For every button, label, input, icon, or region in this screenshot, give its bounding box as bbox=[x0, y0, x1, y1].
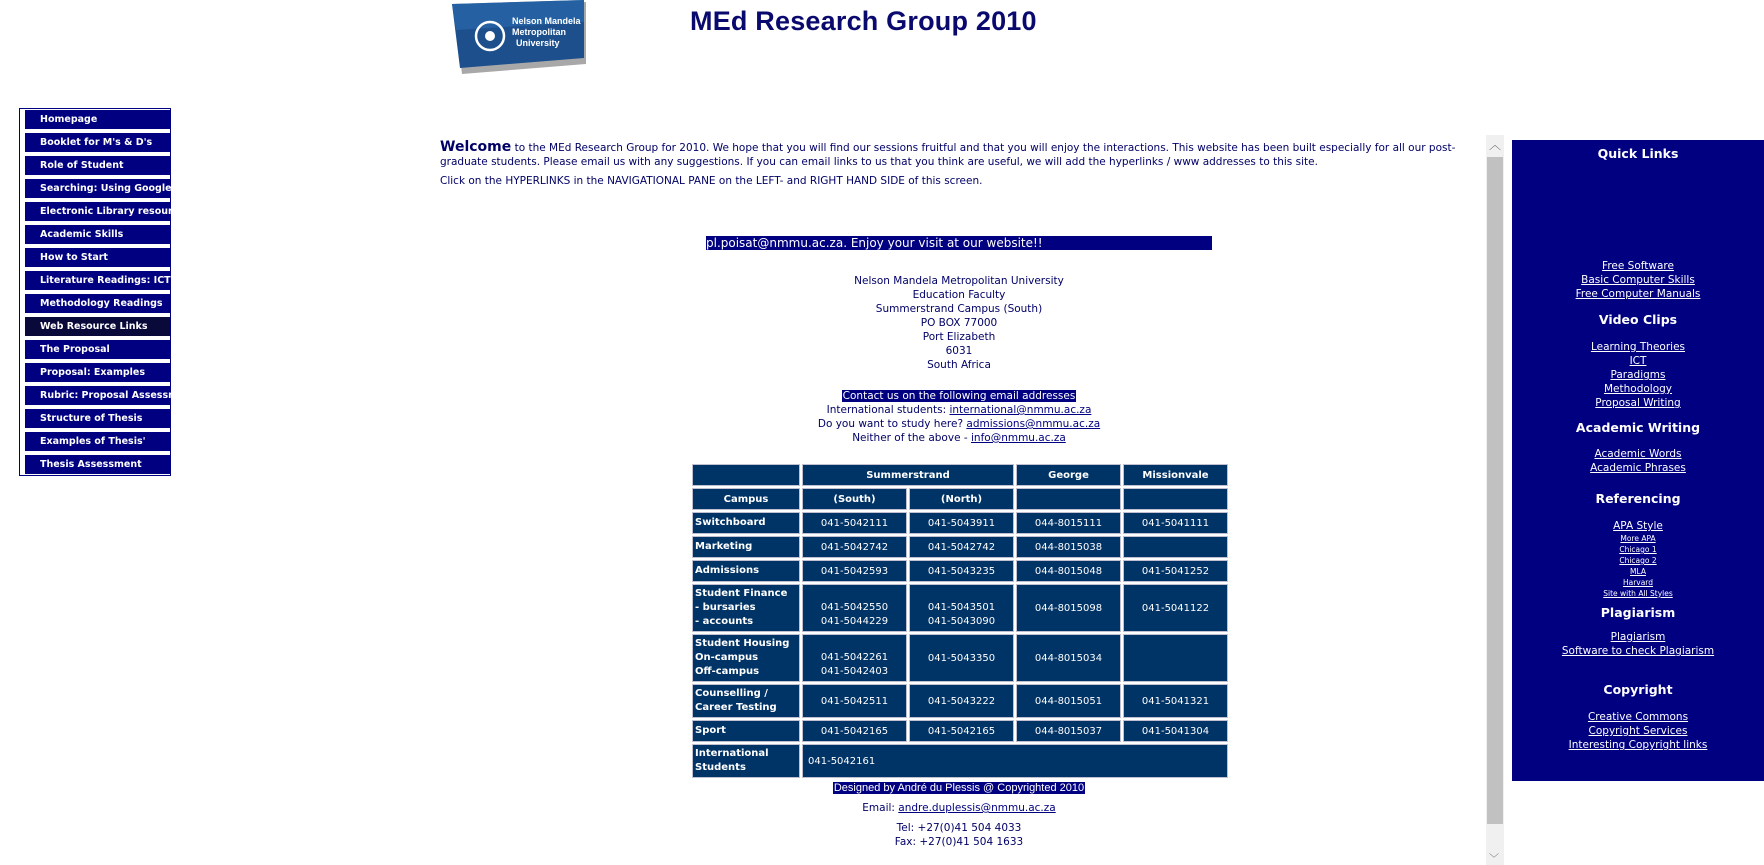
right-navigation-pane bbox=[1512, 140, 1764, 781]
copyright-heading: Copyright bbox=[1603, 682, 1673, 697]
link-plagiarism[interactable]: Plagiarism bbox=[1610, 631, 1666, 643]
table-cell: 041-5041304 bbox=[1123, 720, 1228, 742]
content-scrollbar[interactable] bbox=[1486, 135, 1504, 865]
address-line: Port Elizabeth bbox=[922, 331, 996, 343]
table-cell: 044-8015037 bbox=[1016, 720, 1121, 742]
nav-item-structure-thesis[interactable]: Structure of Thesis bbox=[23, 409, 170, 428]
table-cell: 041-5042593 bbox=[802, 560, 907, 582]
table-row bbox=[692, 536, 1228, 558]
logo-text-2: Metropolitan bbox=[512, 27, 566, 37]
link-creative-commons[interactable]: Creative Commons bbox=[1587, 711, 1689, 723]
table-row bbox=[692, 512, 1228, 534]
nav-item-web-resource-links[interactable]: Web Resource Links bbox=[23, 317, 170, 336]
video-clips-heading: Video Clips bbox=[1598, 312, 1678, 327]
table-cell: 044-8015111 bbox=[1016, 512, 1121, 534]
link-paradigms[interactable]: Paradigms bbox=[1610, 369, 1666, 381]
table-cell bbox=[802, 584, 907, 632]
footer-tel: Tel: +27(0)41 504 4033 bbox=[896, 822, 1022, 834]
admissions-email-link[interactable]: admissions@nmmu.ac.za bbox=[966, 418, 1101, 430]
row-label bbox=[692, 684, 800, 718]
academic-writing-heading: Academic Writing bbox=[1575, 420, 1701, 435]
table-header-cell bbox=[1123, 488, 1228, 510]
logo-text-1: Nelson Mandela bbox=[512, 16, 581, 26]
table-row bbox=[692, 560, 1228, 582]
table-cell: 041-5041111 bbox=[1123, 512, 1228, 534]
table-cell bbox=[802, 634, 907, 682]
link-copyright-services[interactable]: Copyright Services bbox=[1588, 725, 1688, 737]
university-logo bbox=[450, 2, 586, 74]
link-more-apa[interactable]: More APA bbox=[1620, 534, 1656, 543]
table-cell: 041-5042111 bbox=[802, 512, 907, 534]
nav-item-role-of-student[interactable]: Role of Student bbox=[23, 156, 170, 175]
row-label-line: Counselling / bbox=[695, 688, 768, 699]
nav-item-how-to-start[interactable]: How to Start bbox=[23, 248, 170, 267]
row-label: Sport bbox=[692, 720, 800, 742]
table-cell: 041-5043911 bbox=[909, 512, 1014, 534]
link-chicago-1[interactable]: Chicago 1 bbox=[1619, 545, 1657, 554]
table-header-cell: (South) bbox=[802, 488, 907, 510]
welcome-section bbox=[440, 138, 1485, 187]
table-cell: 041-5042165 bbox=[909, 720, 1014, 742]
link-learning-theories[interactable]: Learning Theories bbox=[1590, 341, 1686, 353]
link-ict[interactable]: ICT bbox=[1629, 355, 1647, 367]
study-label: Do you want to study here? bbox=[817, 418, 967, 430]
nav-item-literature-ict[interactable]: Literature Readings: ICT bbox=[23, 271, 170, 290]
row-label: International Students bbox=[692, 744, 800, 778]
table-header-cell: Summerstrand bbox=[802, 464, 1014, 486]
table-cell: 041-5042161 bbox=[802, 744, 1228, 778]
table-cell: 044-8015038 bbox=[1016, 536, 1121, 558]
address-line: 6031 bbox=[945, 345, 973, 357]
campus-contact-table bbox=[690, 462, 1230, 780]
table-row bbox=[692, 684, 1228, 718]
link-proposal-writing[interactable]: Proposal Writing bbox=[1595, 397, 1681, 409]
table-cell: 041-5043222 bbox=[909, 684, 1014, 718]
link-academic-words[interactable]: Academic Words bbox=[1594, 448, 1682, 460]
row-label: Switchboard bbox=[692, 512, 800, 534]
table-header-cell bbox=[1016, 488, 1121, 510]
table-header-row bbox=[692, 488, 1228, 510]
intl-email-link[interactable]: international@nmmu.ac.za bbox=[949, 404, 1092, 416]
link-copyright-links[interactable]: Interesting Copyright links bbox=[1568, 739, 1708, 751]
row-label: Admissions bbox=[692, 560, 800, 582]
table-cell: 041-5041122 bbox=[1123, 584, 1228, 632]
footer-email-label: Email: bbox=[862, 802, 899, 814]
referencing-heading: Referencing bbox=[1595, 491, 1681, 506]
nav-item-electronic-library[interactable]: Electronic Library resources bbox=[23, 202, 170, 221]
page-title: MEd Research Group 2010 bbox=[690, 6, 1037, 36]
nav-item-academic-skills[interactable]: Academic Skills bbox=[23, 225, 170, 244]
contact-heading: Contact us on the following email addresses bbox=[842, 390, 1076, 402]
table-cell: 044-8015034 bbox=[1016, 634, 1121, 682]
footer-email-link[interactable]: andre.duplessis@nmmu.ac.za bbox=[898, 802, 1056, 814]
table-cell bbox=[1123, 634, 1228, 682]
address-line: South Africa bbox=[927, 359, 991, 371]
phone-line: 041-5043501 bbox=[927, 602, 996, 613]
link-harvard[interactable]: Harvard bbox=[1622, 578, 1654, 587]
table-cell bbox=[909, 584, 1014, 632]
row-label-line: Student Housing bbox=[695, 638, 790, 649]
navigation-instruction: Click on the HYPERLINKS in the NAVIGATIONAL PANE on the LEFT- and RIGHT HAND SIDE of this screen. bbox=[440, 175, 983, 187]
scrolling-marquee: pl.poisat@nmmu.ac.za. Enjoy your visit at our website!! bbox=[706, 236, 1212, 250]
address-line: Summerstrand Campus (South) bbox=[875, 303, 1043, 315]
table-cell: 041-5041252 bbox=[1123, 560, 1228, 582]
row-label: Marketing bbox=[692, 536, 800, 558]
nav-item-homepage[interactable]: Homepage bbox=[23, 110, 170, 129]
link-all-styles[interactable]: Site with All Styles bbox=[1603, 589, 1673, 598]
link-apa-style[interactable]: APA Style bbox=[1613, 520, 1663, 532]
scrollbar-thumb[interactable] bbox=[1487, 157, 1503, 824]
footer-fax: Fax: +27(0)41 504 1633 bbox=[894, 836, 1024, 848]
table-header-cell bbox=[692, 464, 800, 486]
phone-line: 041-5042403 bbox=[820, 666, 889, 677]
designed-by-credit: Designed by André du Plessis @ Copyrighted 2010 bbox=[833, 782, 1085, 794]
intl-students-label: International students: bbox=[826, 404, 950, 416]
row-label-line: - bursaries bbox=[695, 602, 756, 613]
table-row bbox=[692, 744, 1228, 778]
university-address bbox=[700, 274, 1218, 372]
nav-item-searching-google[interactable]: Searching: Using Google bbox=[23, 179, 170, 198]
link-academic-phrases[interactable]: Academic Phrases bbox=[1590, 462, 1686, 474]
row-label-line: Career Testing bbox=[695, 702, 777, 713]
row-label-line: Student Finance bbox=[695, 588, 788, 599]
phone-line: 041-5042261 bbox=[820, 652, 889, 663]
row-label bbox=[692, 584, 800, 632]
phone-line: 041-5042550 bbox=[820, 602, 889, 613]
nav-item-booklet[interactable]: Booklet for M's & D's bbox=[23, 133, 170, 152]
table-cell: 041-5043235 bbox=[909, 560, 1014, 582]
table-cell: 041-5042742 bbox=[909, 536, 1014, 558]
nav-item-rubric-proposal[interactable]: Rubric: Proposal Assessment bbox=[23, 386, 170, 405]
welcome-text: to the MEd Research Group for 2010. We hope that you will find our sessions fruitful and that you will enjoy the interactions. This website has been built especially for all our post-graduate students. Please email us with any suggestions. If you can email links to us that you think are useful, we will add the hyperlinks / www addresses to this site. bbox=[440, 142, 1456, 168]
table-row bbox=[692, 584, 1228, 632]
nav-item-proposal-examples[interactable]: Proposal: Examples bbox=[23, 363, 170, 382]
link-mla[interactable]: MLA bbox=[1630, 567, 1646, 576]
table-cell: 041-5041321 bbox=[1123, 684, 1228, 718]
left-navigation-pane bbox=[19, 108, 196, 476]
table-row bbox=[692, 634, 1228, 682]
other-label: Neither of the above - bbox=[852, 432, 971, 444]
link-methodology[interactable]: Methodology bbox=[1603, 383, 1673, 395]
link-free-software[interactable]: Free Software bbox=[1602, 260, 1674, 272]
logo-text-3: University bbox=[516, 38, 560, 48]
page-footer bbox=[700, 781, 1218, 849]
nav-item-methodology-readings[interactable]: Methodology Readings bbox=[23, 294, 170, 313]
row-label-line: - accounts bbox=[695, 616, 754, 627]
quick-links-heading: Quick Links bbox=[1597, 146, 1679, 161]
welcome-paragraph bbox=[440, 140, 1485, 169]
table-header-cell: Campus bbox=[692, 488, 800, 510]
table-cell: 044-8015098 bbox=[1016, 584, 1121, 632]
table-cell: 044-8015048 bbox=[1016, 560, 1121, 582]
welcome-word: Welcome bbox=[440, 139, 512, 155]
table-cell: 041-5043350 bbox=[909, 634, 1014, 682]
table-cell: 044-8015051 bbox=[1016, 684, 1121, 718]
table-cell: 041-5042742 bbox=[802, 536, 907, 558]
table-header-cell: (North) bbox=[909, 488, 1014, 510]
link-basic-computer-skills[interactable]: Basic Computer Skills bbox=[1581, 274, 1695, 286]
table-cell: 041-5042511 bbox=[802, 684, 907, 718]
nav-item-examples-thesis[interactable]: Examples of Thesis' bbox=[23, 432, 170, 451]
nav-item-the-proposal[interactable]: The Proposal bbox=[23, 340, 170, 359]
nav-item-thesis-assessment[interactable]: Thesis Assessment bbox=[23, 455, 170, 474]
address-line: Nelson Mandela Metropolitan University bbox=[854, 275, 1064, 287]
plagiarism-heading: Plagiarism bbox=[1600, 605, 1676, 620]
link-plagiarism-software[interactable]: Software to check Plagiarism bbox=[1561, 645, 1715, 657]
table-header-row bbox=[692, 464, 1228, 486]
row-label bbox=[692, 634, 800, 682]
table-header-cell: George bbox=[1016, 464, 1121, 486]
scroll-up-arrow-icon[interactable]: ︿ bbox=[1489, 138, 1502, 152]
scroll-down-arrow-icon[interactable]: ﹀ bbox=[1489, 854, 1499, 865]
contact-section bbox=[700, 389, 1218, 445]
phone-line: 041-5044229 bbox=[820, 616, 889, 627]
row-label-line: Off-campus bbox=[695, 666, 760, 677]
table-header-cell: Missionvale bbox=[1123, 464, 1228, 486]
table-cell bbox=[1123, 536, 1228, 558]
phone-line: 041-5043090 bbox=[927, 616, 996, 627]
info-email-link[interactable]: info@nmmu.ac.za bbox=[971, 432, 1066, 444]
link-free-computer-manuals[interactable]: Free Computer Manuals bbox=[1575, 288, 1701, 300]
address-line: PO BOX 77000 bbox=[920, 317, 998, 329]
address-line: Education Faculty bbox=[912, 289, 1006, 301]
row-label-line: On-campus bbox=[695, 652, 759, 663]
table-cell: 041-5042165 bbox=[802, 720, 907, 742]
link-chicago-2[interactable]: Chicago 2 bbox=[1619, 556, 1657, 565]
table-row bbox=[692, 720, 1228, 742]
